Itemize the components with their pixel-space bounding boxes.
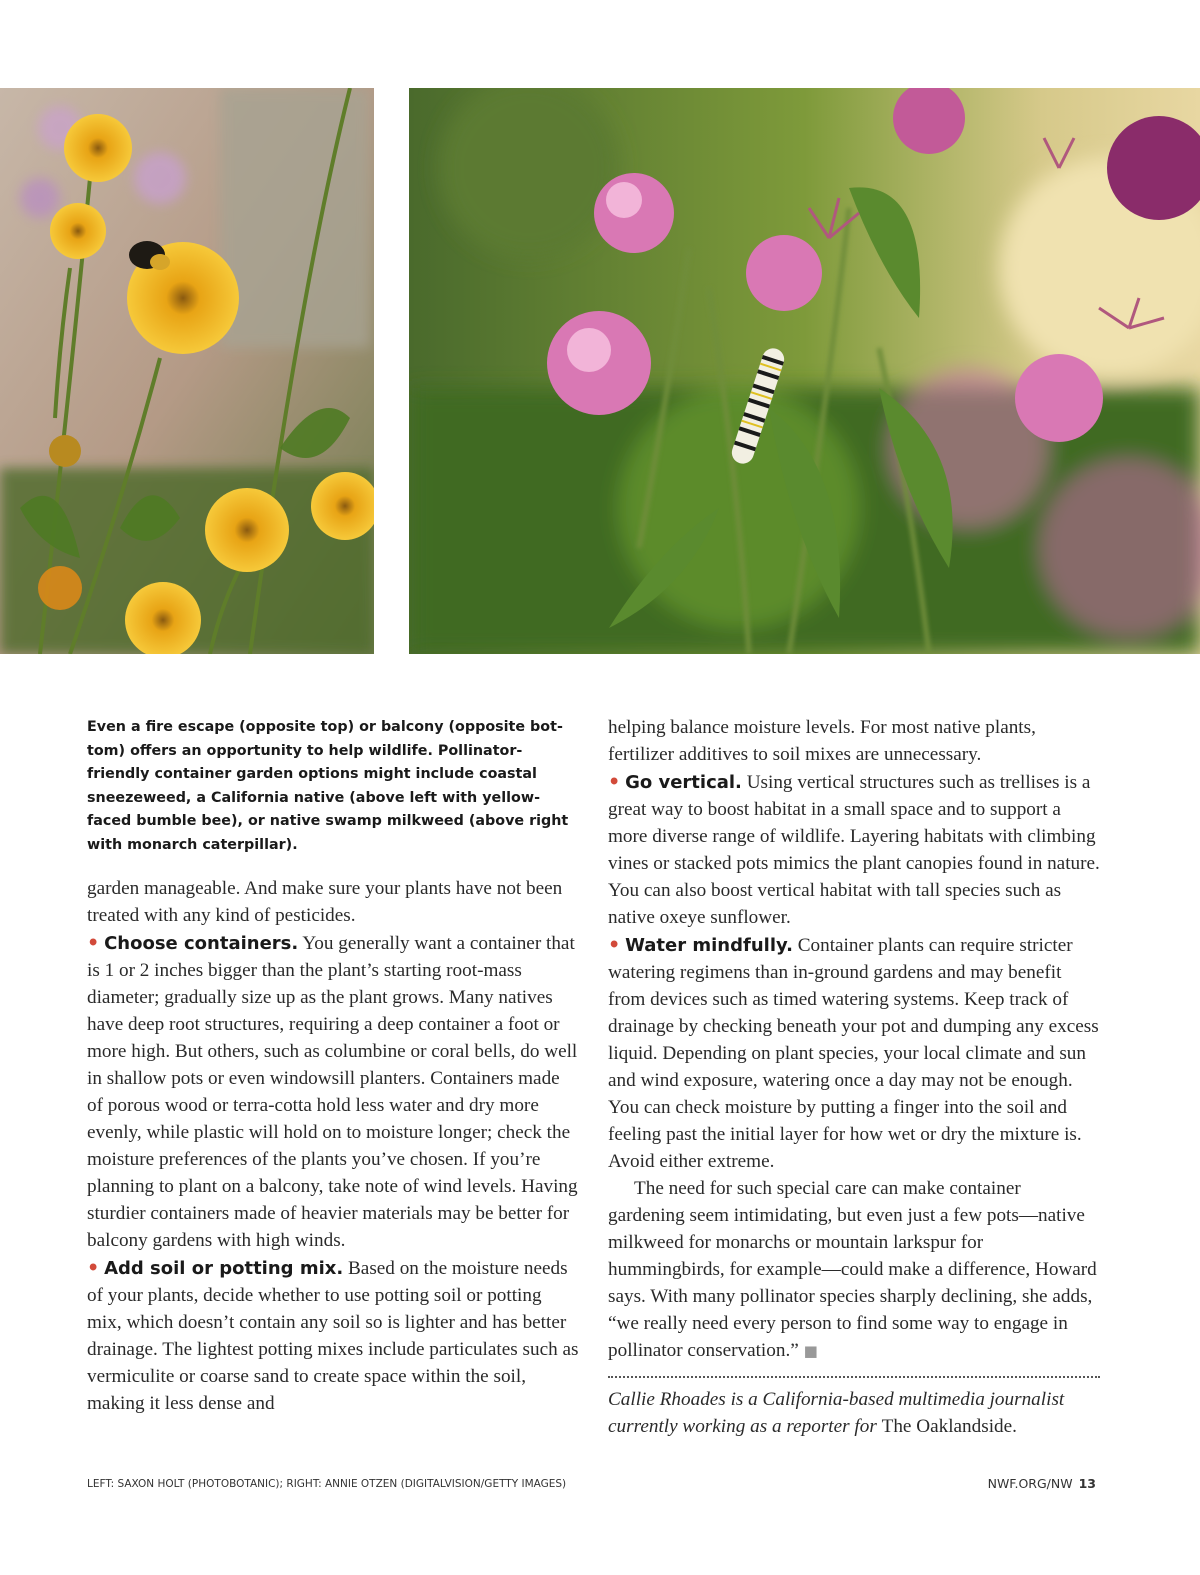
photo-credit: LEFT: SAXON HOLT (PHOTOBOTANIC); RIGHT: ANNIE OTZEN (DIGITALVISION/GETTY IMAGES) xyxy=(87,1478,567,1490)
site-url: NWF.ORG/NW xyxy=(987,1476,1073,1491)
end-square-icon: ■ xyxy=(803,1342,818,1360)
article-column-right xyxy=(608,714,1100,1440)
dotted-divider xyxy=(608,1376,1100,1378)
red-dot-bullet-icon: • xyxy=(608,770,621,793)
bullet-title: Water mindfully. xyxy=(625,935,793,956)
bullet-title: Go vertical. xyxy=(625,772,742,793)
bullet-text: Using vertical structures such as trellises is a great way to boost habitat in a small space and to support a more diverse range of wildlife. Layering habitats with climbing vines or stacked pots mimics the plant canopies found in nature. You can also boost vertical habitat with tall species such as native oxeye sunflower. xyxy=(608,772,1100,928)
bullet-choose-containers xyxy=(87,929,579,1254)
page-footer xyxy=(988,1476,1096,1491)
author-bio xyxy=(608,1386,1100,1440)
bio-publication: The Oaklandside. xyxy=(881,1416,1017,1437)
photo-caption: Even a fire escape (opposite top) or balcony (opposite bot-tom) offers an opportunity to help wildlife. Pollinator-friendly container garden options might include coastal sneezeweed, a California native (above left with yellow-faced bumble bee), or native swamp milkweed (above right with monarch caterpillar). xyxy=(87,719,569,853)
bio-text: Callie Rhoades is a California-based multimedia journalist currently working as a reporter for xyxy=(608,1389,1065,1437)
bullet-title: Choose containers. xyxy=(104,933,299,954)
photo-milkweed-caterpillar xyxy=(409,88,1200,654)
bullet-text: You generally want a container that is 1 or 2 inches bigger than the plant’s starting root-mass diameter; gradually size up as the plant grows. Many natives have deep root structures, requiring a deep container a foot or more high. But others, such as columbine or coral bells, do well in shallow pots or even windowsill planters. Containers made of porous wood or terra-cotta hold less water and dry more evenly, while plastic will hold on to moisture longer; check the moisture preferences of the plants you’ve chosen. If you’re planning to plant on a balcony, take note of wind levels. Having sturdier containers made of heavier materials may be better for balcony gardens with high winds. xyxy=(87,933,578,1251)
bullet-title: Add soil or potting mix. xyxy=(104,1258,344,1279)
bullet-text: Container plants can require stricter watering regimens than in-ground gardens and may benefit from devices such as timed watering systems. Keep track of drainage by checking beneath your pot and dumping any excess liquid. Depending on plant species, your local climate and sun and wind exposure, watering once a day may not be enough. You can check moisture by putting a finger into the soil and feeling past the initial layer for how wet or dry the mixture is. Avoid either extreme. xyxy=(608,935,1099,1172)
paragraph-intro: garden manageable. And make sure your plants have not been treated with any kind of pesticides. xyxy=(87,878,563,926)
red-dot-bullet-icon: • xyxy=(608,933,621,956)
photo-sneezeweed-bee xyxy=(0,88,374,654)
red-dot-bullet-icon: • xyxy=(87,931,100,954)
bullet-go-vertical xyxy=(608,768,1100,931)
paragraph-continuation: helping balance moisture levels. For most native plants, fertilizer additives to soil mixes are unnecessary. xyxy=(608,717,1036,765)
paragraph-closing xyxy=(608,1175,1100,1365)
bullet-add-soil xyxy=(87,1254,579,1417)
closing-text: The need for such special care can make container gardening seem intimidating, but even just a few pots—native milkweed for monarchs or mountain larkspur for hummingbirds, for example—could make a difference, Howard says. With many pollinator species sharply declining, she adds, “we really need every person to find some way to engage in pollinator conservation.” xyxy=(608,1178,1097,1361)
article-column-left xyxy=(87,875,579,1417)
red-dot-bullet-icon: • xyxy=(87,1256,100,1279)
bullet-text: Based on the moisture needs of your plants, decide whether to use potting soil or potting mix, which doesn’t contain any soil so is lighter and has better drainage. The lightest potting mixes include particulates such as vermiculite or coarse sand to create space within the soil, making it less dense and xyxy=(87,1258,579,1414)
page-number: 13 xyxy=(1078,1476,1096,1491)
bullet-water-mindfully xyxy=(608,931,1100,1175)
